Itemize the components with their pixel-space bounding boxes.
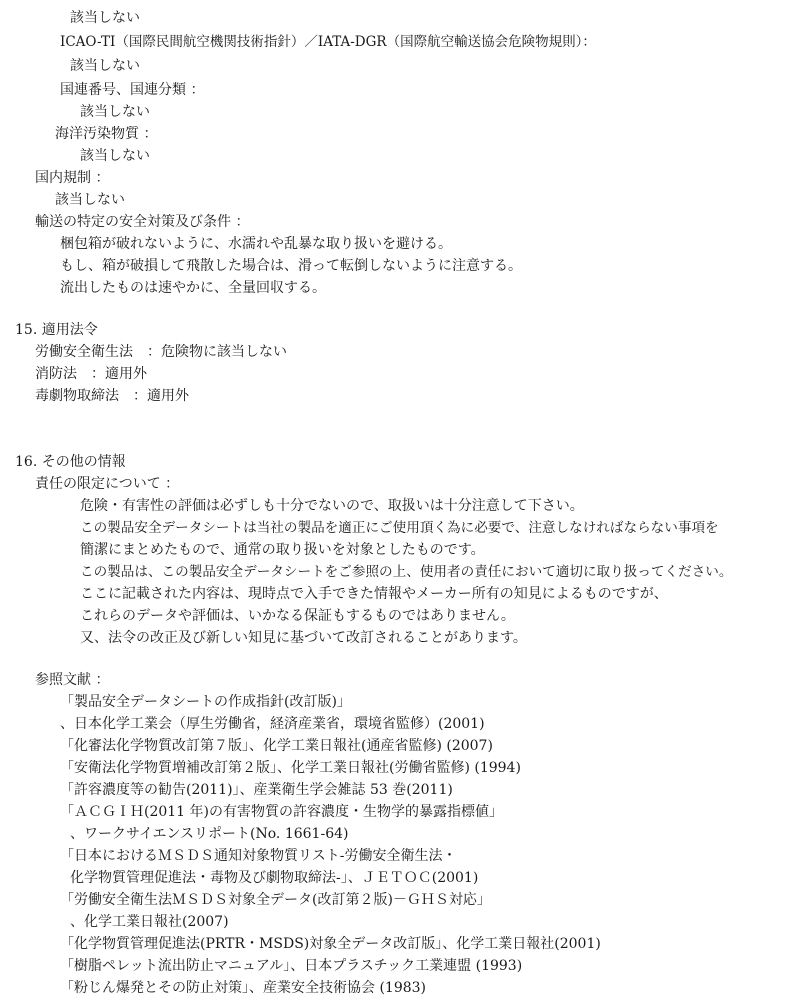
special-precaution-line: 梱包箱が破れないように、水濡れや乱暴な取り扱いを避ける。	[60, 236, 452, 252]
liability-line: この製品は、この製品安全データシートをご参照の上、使用者の責任において適切に取り扱ってください。	[80, 564, 733, 580]
reference-item: 「化学物質管理促進法(PRTR・MSDS)対象全データ改訂版」、化学工業日報社(2001)	[60, 936, 601, 952]
reference-item: 「労働安全衛生法ＭＳＤＳ対象全データ(改訂第２版)－ＧＨＳ対応」	[60, 892, 491, 908]
reference-item: 、ワークサイエンスリポート(No. 1661-64)	[70, 826, 349, 842]
liability-line: 又、法令の改正及び新しい知見に基づいて改訂されることがあります。	[80, 630, 527, 646]
law-item: 毒劇物取締法 ：適用外	[35, 388, 189, 404]
liability-line: 簡潔にまとめたもので、通常の取り扱いを対象としたものです。	[80, 542, 485, 558]
liability-line: ここに記載された内容は、現時点で入手できた情報やメーカー所有の知見によるものですが、	[80, 586, 668, 602]
law-item: 労働安全衛生法 ：危険物に該当しない	[35, 344, 287, 360]
marine-pollutant-label: 海洋汚染物質 ：	[55, 126, 158, 142]
transport-not-applicable: 該当しない	[70, 10, 140, 26]
domestic-regulation-value: 該当しない	[55, 192, 125, 208]
liability-line: 危険・有害性の評価は必ずしも十分でないので、取扱いは十分注意して下さい。	[80, 498, 584, 514]
reference-item: 「粉じん爆発とその防止対策」、産業安全技術協会 (1983)	[60, 980, 427, 996]
icao-iata-label: ICAO-TI（国際民間航空機関技術指針）／IATA-DGR（国際航空輸送協会危険物規則）：	[60, 34, 596, 50]
reference-item: 「日本におけるＭＳＤＳ通知対象物質リスト‐労働安全衛生法・	[60, 848, 457, 864]
reference-item: 「化審法化学物質改訂第７版」、化学工業日報社(通産省監修) (2007)	[60, 738, 493, 754]
liability-line: この製品安全データシートは当社の製品を適正にご使用頂く為に必要で、注意しなければならない事項を	[80, 520, 719, 536]
domestic-regulation-label: 国内規制 ：	[35, 170, 110, 186]
liability-line: これらのデータや評価は、いかなる保証もするものではありません。	[80, 608, 515, 624]
special-precautions-label: 輸送の特定の安全対策及び条件 ：	[35, 214, 250, 230]
references-label: 参照文献 ：	[35, 672, 110, 688]
law-item: 消防法 ：適用外	[35, 366, 147, 382]
section-16-heading: 16. その他の情報	[15, 454, 126, 470]
reference-item: 「ＡＣＧＩＨ(2011 年)の有害物質の許容濃度・生物学的暴露指標値」	[60, 804, 504, 820]
reference-item: 「樹脂ペレット流出防止マニュアル」、日本プラスチック工業連盟 (1993)	[60, 958, 523, 974]
liability-label: 責任の限定について ：	[35, 476, 180, 492]
reference-item: 、日本化学工業会（厚生労働省，経済産業省，環境省監修）(2001)	[60, 716, 485, 732]
special-precaution-line: もし、箱が破損して飛散した場合は、滑って転倒しないように注意する。	[60, 258, 522, 274]
reference-item: 「安衛法化学物質増補改訂第２版」、化学工業日報社(労働省監修) (1994)	[60, 760, 521, 776]
reference-item: 「製品安全データシートの作成指針(改訂版)」	[60, 694, 351, 710]
reference-item: 化学物質管理促進法・毒物及び劇物取締法‐」、ＪＥＴＯＣ(2001)	[70, 870, 479, 886]
reference-item: 、化学工業日報社(2007)	[70, 914, 229, 930]
un-number-value: 該当しない	[80, 104, 150, 120]
icao-iata-value: 該当しない	[70, 58, 140, 74]
section-15-heading: 15. 適用法令	[15, 322, 98, 338]
reference-item: 「許容濃度等の勧告(2011)」、産業衛生学会雑誌 53 巻(2011)	[60, 782, 453, 798]
marine-pollutant-value: 該当しない	[80, 148, 150, 164]
un-number-label: 国連番号、国連分類 ：	[60, 82, 205, 98]
special-precaution-line: 流出したものは速やかに、全量回収する。	[60, 280, 326, 296]
